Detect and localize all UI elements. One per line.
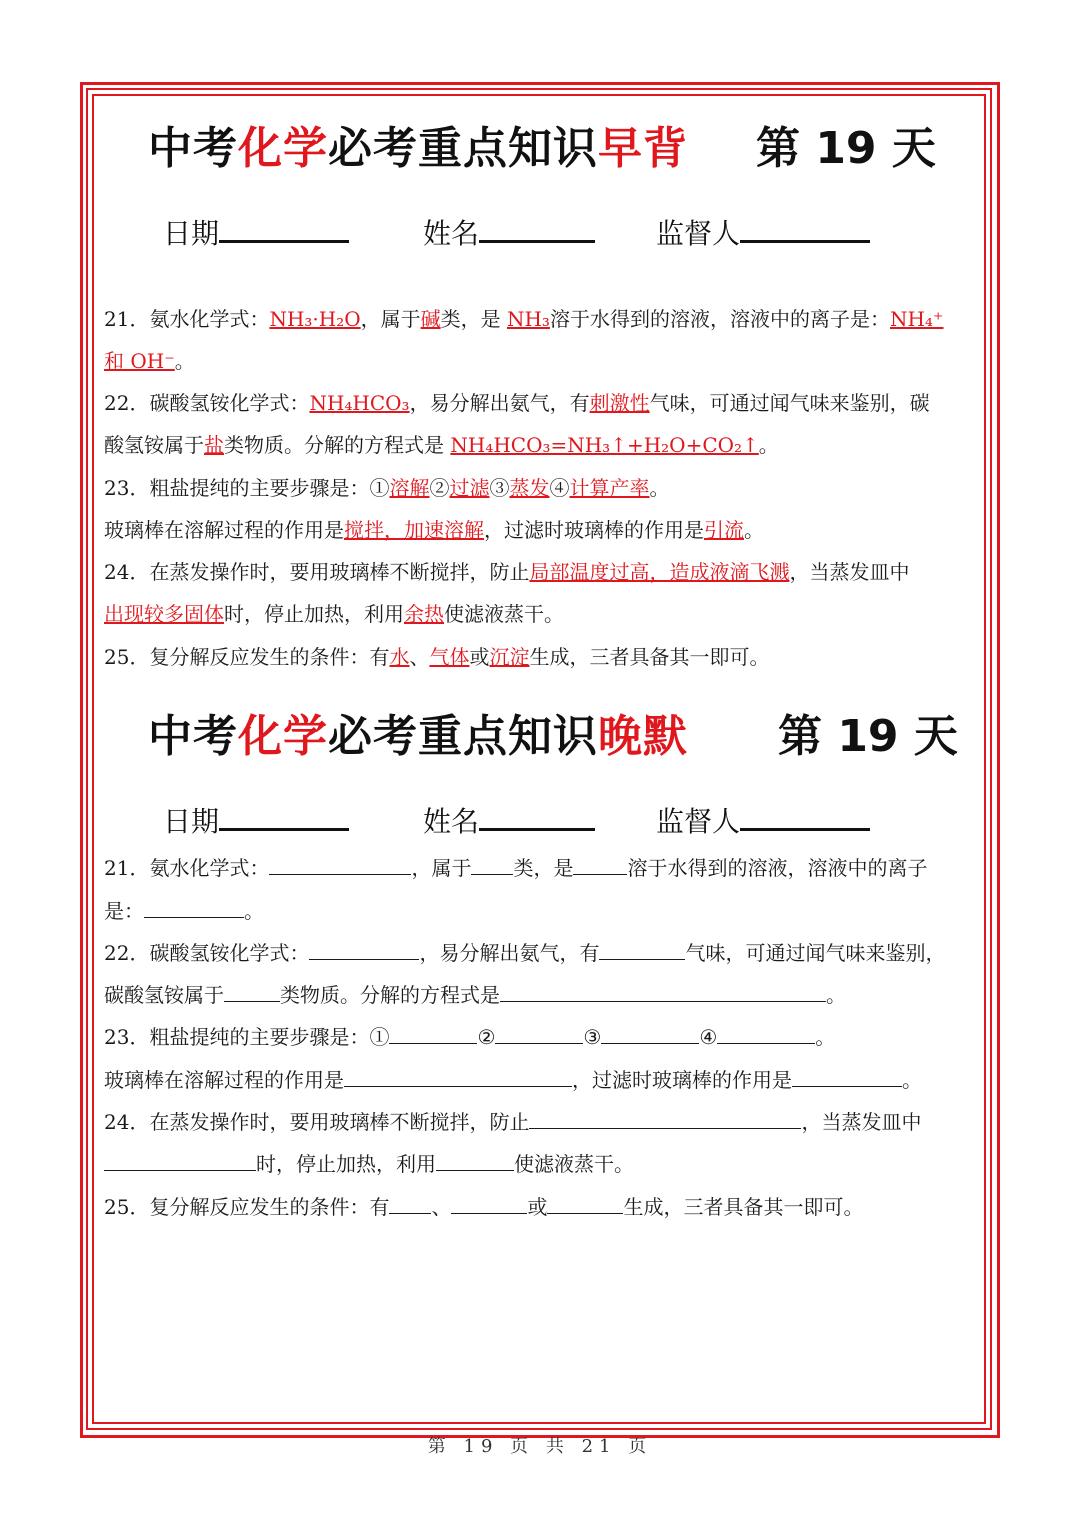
text: 类物质。分解的方程式是 bbox=[224, 433, 451, 457]
text: 时，停止加热，利用 bbox=[256, 1152, 436, 1176]
text: 、 bbox=[409, 645, 430, 669]
answer: 溶解 bbox=[389, 476, 430, 500]
answer: 碱 bbox=[420, 307, 441, 331]
text: 生成，三者具备其一即可。 bbox=[529, 645, 770, 669]
answer-q25-line1 bbox=[104, 643, 769, 671]
morning-date-field bbox=[163, 212, 349, 252]
text: 。 bbox=[902, 1068, 922, 1092]
name-underline bbox=[479, 212, 595, 243]
name-label: 姓名 bbox=[423, 805, 480, 838]
answer-q22-line2 bbox=[104, 431, 779, 459]
answer: NH₄⁺ bbox=[889, 307, 944, 331]
supervisor-label: 监督人 bbox=[656, 217, 741, 250]
text: 22．碳酸氢铵化学式： bbox=[104, 941, 310, 965]
answer: 出现较多固体 bbox=[104, 602, 224, 626]
page-number: 第 19 页 共 21 页 bbox=[427, 1436, 653, 1457]
text: 使滤液蒸干。 bbox=[444, 602, 564, 626]
text: 酸氢铵属于 bbox=[104, 433, 204, 457]
answer: 计算产率 bbox=[569, 476, 650, 500]
supervisor-label: 监督人 bbox=[656, 805, 741, 838]
text: 。 bbox=[244, 899, 264, 923]
text: ，当蒸发皿中 bbox=[801, 1110, 922, 1134]
text: 。 bbox=[649, 476, 670, 500]
supervisor-underline bbox=[740, 212, 870, 243]
evening-day: 第 19 天 bbox=[778, 711, 958, 762]
text: 气味，可通过闻气味来鉴别，碳 bbox=[649, 391, 930, 415]
fill-blank[interactable] bbox=[451, 1193, 527, 1214]
answer-q21-line1 bbox=[104, 305, 943, 333]
fill-blank[interactable] bbox=[792, 1066, 902, 1087]
text: 21．氨水化学式： bbox=[104, 856, 270, 880]
text: 玻璃棒在溶解过程的作用是 bbox=[104, 518, 344, 542]
answer: NH₄HCO₃ bbox=[309, 391, 410, 415]
text: 24．在蒸发操作时，要用玻璃棒不断搅拌，防止 bbox=[104, 560, 530, 584]
blank-q23-line1 bbox=[104, 1023, 835, 1051]
text: 22．碳酸氢铵化学式： bbox=[104, 391, 310, 415]
text: 23．粗盐提纯的主要步骤是：① bbox=[104, 1025, 390, 1049]
date-label: 日期 bbox=[163, 805, 220, 838]
answer-q23-line2 bbox=[104, 516, 764, 544]
answer: 刺激性 bbox=[589, 391, 650, 415]
evening-supervisor-field bbox=[656, 800, 870, 840]
answer: NH₃ bbox=[506, 307, 550, 331]
text: 。 bbox=[174, 349, 195, 373]
text: 气味，可通过闻气味来鉴别， bbox=[685, 941, 946, 965]
morning-title bbox=[148, 112, 688, 176]
fill-blank[interactable] bbox=[599, 939, 685, 960]
answer: 盐 bbox=[204, 433, 224, 457]
name-underline bbox=[479, 800, 595, 831]
fill-blank[interactable] bbox=[495, 1023, 583, 1044]
morning-name-field bbox=[423, 212, 595, 252]
fill-blank[interactable] bbox=[500, 981, 826, 1002]
text: 类，是 bbox=[440, 307, 507, 331]
text: ③ bbox=[583, 1025, 602, 1049]
answer: 余热 bbox=[404, 602, 444, 626]
answer-q24-line1 bbox=[104, 558, 909, 586]
text: 。 bbox=[758, 433, 779, 457]
date-underline bbox=[219, 212, 349, 243]
text: 时，停止加热，利用 bbox=[224, 602, 404, 626]
fill-blank[interactable] bbox=[224, 981, 280, 1002]
blank-q21-line1 bbox=[104, 854, 927, 882]
title-mode: 早背 bbox=[598, 123, 688, 174]
morning-supervisor-field bbox=[656, 212, 870, 252]
text: 碳酸氢铵属于 bbox=[104, 983, 224, 1007]
fill-blank[interactable] bbox=[436, 1150, 514, 1171]
blank-q22-line2 bbox=[104, 981, 846, 1009]
text: 或 bbox=[469, 645, 490, 669]
fill-blank[interactable] bbox=[471, 854, 513, 875]
blank-q25-line1 bbox=[104, 1193, 863, 1221]
fill-blank[interactable] bbox=[389, 1023, 477, 1044]
text: 、 bbox=[431, 1195, 452, 1219]
fill-blank[interactable] bbox=[344, 1066, 572, 1087]
text: 溶于水得到的溶液，溶液中的离子 bbox=[627, 856, 928, 880]
text: ② bbox=[477, 1025, 496, 1049]
text: 玻璃棒在溶解过程的作用是 bbox=[104, 1068, 344, 1092]
fill-blank[interactable] bbox=[269, 854, 411, 875]
title-part: 中考 bbox=[148, 711, 238, 762]
fill-blank[interactable] bbox=[547, 1193, 623, 1214]
text: 23．粗盐提纯的主要步骤是：① bbox=[104, 476, 390, 500]
title-mode: 晚默 bbox=[598, 711, 688, 762]
evening-name-field bbox=[423, 800, 595, 840]
text: 生成，三者具备其一即可。 bbox=[623, 1195, 864, 1219]
text: ，易分解出氨气，有 bbox=[409, 391, 590, 415]
text: 。 bbox=[815, 1025, 836, 1049]
blank-q22-line1 bbox=[104, 939, 945, 967]
answer-q24-line2 bbox=[104, 600, 564, 628]
answer: 沉淀 bbox=[489, 645, 530, 669]
text: ② bbox=[429, 476, 450, 500]
text: 类，是 bbox=[513, 856, 574, 880]
name-label: 姓名 bbox=[423, 217, 480, 250]
text: 21．氨水化学式： bbox=[104, 307, 270, 331]
fill-blank[interactable] bbox=[601, 1023, 699, 1044]
text: 是： bbox=[104, 899, 144, 923]
answer-q21-line2 bbox=[104, 347, 195, 375]
text: ③ bbox=[489, 476, 510, 500]
evening-date-field bbox=[163, 800, 349, 840]
fill-blank[interactable] bbox=[529, 1108, 801, 1129]
answer: 和 OH⁻ bbox=[104, 349, 175, 373]
answer: NH₄HCO₃=NH₃↑+H₂O+CO₂↑ bbox=[450, 433, 759, 457]
answer-q23-line1 bbox=[104, 474, 669, 502]
blank-q24-line2 bbox=[104, 1150, 634, 1178]
title-part: 必考重点知识 bbox=[328, 711, 598, 762]
text: 溶于水得到的溶液，溶液中的离子是： bbox=[549, 307, 890, 331]
title-subject: 化学 bbox=[238, 711, 328, 762]
text: 。 bbox=[744, 518, 764, 542]
evening-title bbox=[148, 700, 688, 764]
answer: 水 bbox=[389, 645, 410, 669]
answer: 气体 bbox=[429, 645, 470, 669]
answer: NH₃·H₂O bbox=[269, 307, 361, 331]
title-subject: 化学 bbox=[238, 123, 328, 174]
fill-blank[interactable] bbox=[309, 939, 419, 960]
blank-q24-line1 bbox=[104, 1108, 921, 1136]
morning-day: 第 19 天 bbox=[756, 123, 936, 174]
fill-blank[interactable] bbox=[573, 854, 627, 875]
text: ，过滤时玻璃棒的作用是 bbox=[572, 1068, 792, 1092]
answer: 搅拌，加速溶解 bbox=[344, 518, 484, 542]
answer: 过滤 bbox=[449, 476, 490, 500]
text: ，易分解出氨气，有 bbox=[419, 941, 600, 965]
blank-q21-line2 bbox=[104, 897, 264, 925]
text: ④ bbox=[699, 1025, 718, 1049]
answer-q22-line1 bbox=[104, 389, 930, 417]
fill-blank[interactable] bbox=[717, 1023, 815, 1044]
answer: 引流 bbox=[704, 518, 744, 542]
fill-blank[interactable] bbox=[104, 1150, 256, 1171]
answer: 蒸发 bbox=[509, 476, 550, 500]
text: 25．复分解反应发生的条件：有 bbox=[104, 1195, 390, 1219]
fill-blank[interactable] bbox=[389, 1193, 431, 1214]
text: 或 bbox=[527, 1195, 548, 1219]
title-part: 必考重点知识 bbox=[328, 123, 598, 174]
text: ，属于 bbox=[411, 856, 472, 880]
text: ④ bbox=[549, 476, 570, 500]
fill-blank[interactable] bbox=[144, 897, 244, 918]
text: 24．在蒸发操作时，要用玻璃棒不断搅拌，防止 bbox=[104, 1110, 530, 1134]
date-label: 日期 bbox=[163, 217, 220, 250]
supervisor-underline bbox=[740, 800, 870, 831]
text: ，过滤时玻璃棒的作用是 bbox=[484, 518, 704, 542]
answer: 局部温度过高，造成液滴飞溅 bbox=[529, 560, 790, 584]
text: ，属于 bbox=[360, 307, 421, 331]
text: 25．复分解反应发生的条件：有 bbox=[104, 645, 390, 669]
date-underline bbox=[219, 800, 349, 831]
title-part: 中考 bbox=[148, 123, 238, 174]
text: ，当蒸发皿中 bbox=[789, 560, 910, 584]
text: 类物质。分解的方程式是 bbox=[280, 983, 500, 1007]
text: 。 bbox=[826, 983, 846, 1007]
text: 使滤液蒸干。 bbox=[514, 1152, 634, 1176]
blank-q23-line2 bbox=[104, 1066, 922, 1094]
